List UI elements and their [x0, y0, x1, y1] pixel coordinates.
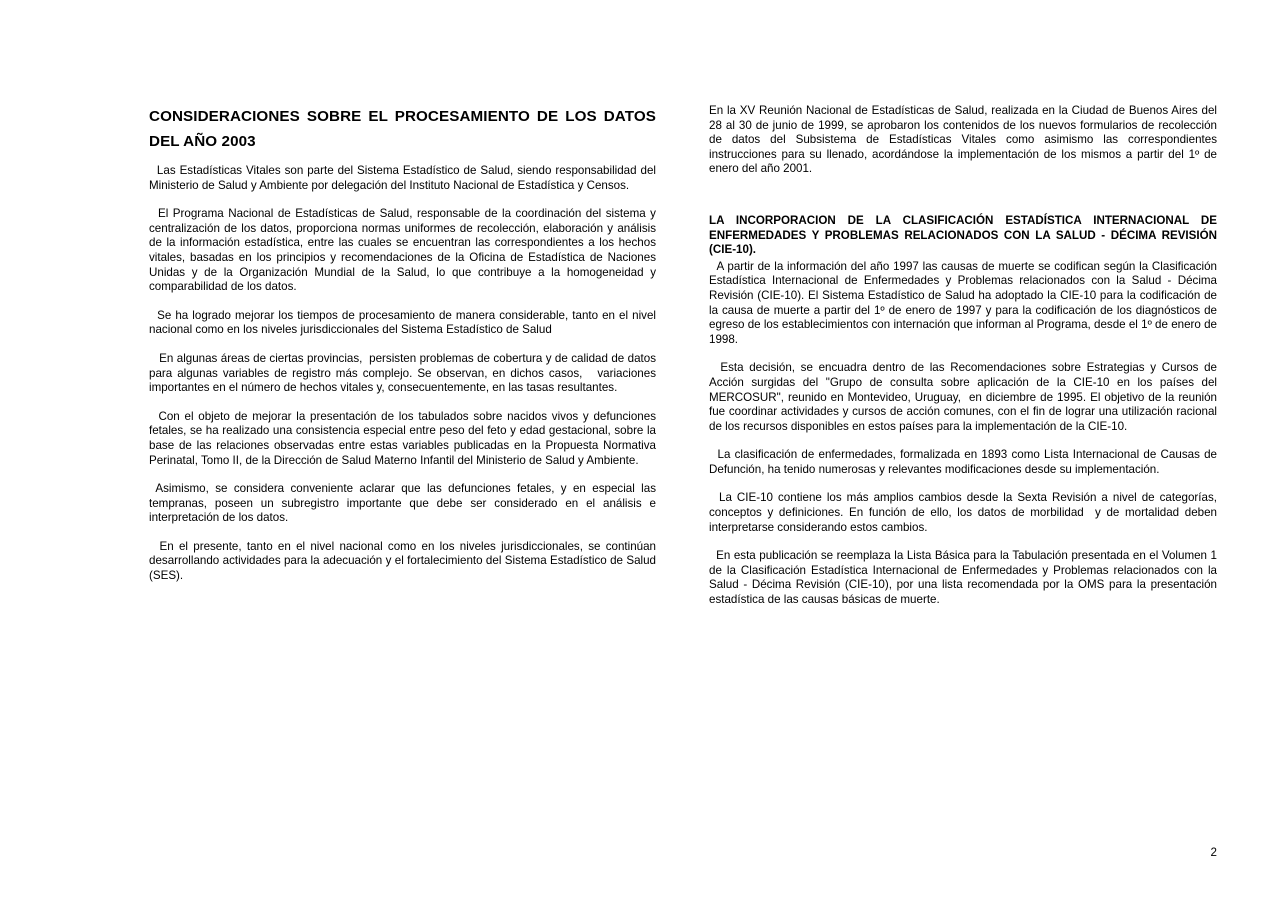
paragraph-lista-internacional-1893: La clasificación de enfermedades, formalizada en 1893 como Lista Internacional de Causas de Defunción, ha tenido numerosas y relevantes modificaciones desde su implementación. — [709, 448, 1221, 476]
paragraph-programa-nacional: El Programa Nacional de Estadísticas de Salud, responsable de la coordinación del sistema y centralización de los datos, proporciona normas uniformes de recolección, elaboración y análisis de la información estadística, entre las cuales se encuentran las correspondientes a los hechos vitales, basadas en los principios y recomendaciones de la Oficina de Estadística de Naciones Unidas y de la Organización Mundial de la Salud, lo que contribuye a la homogeneidad y comparabilidad de los datos. — [149, 207, 660, 294]
paragraph-nacidos-vivos: Con el objeto de mejorar la presentación de los tabulados sobre nacidos vivos y defunciones fetales, se ha realizado una consistencia especial entre peso del feto y edad gestacional, sobre la base de las relaciones observadas entre estas variables publicadas en la Propuesta Normativa Perinatal, Tomo II, de la Dirección de Salud Materno Infantil del Ministerio de Salud y Ambiente. — [149, 409, 660, 467]
left-column — [149, 104, 660, 584]
page-number: 2 — [1210, 846, 1217, 859]
paragraph-codificacion-1997: A partir de la información del año 1997 las causas de muerte se codifican según la Clasificación Estadística Internacional de Enfermedades y Problemas relacionados con la Salud - Décima Revisión (CIE-10). El Sistema Estadístico de Salud ha adoptado la CIE-10 para la codificación de la causa de muerte a partir del 1º de enero de 1997 y para la codificación de los diagnósticos de egreso de los establecimientos con internación que informan al Programa, desde el 1º de enero de 1998. — [709, 259, 1221, 346]
paragraph-mercosur: Esta decisión, se encuadra dentro de las Recomendaciones sobre Estrategias y Cursos de Acción surgidas del "Grupo de consulta sobre aplicación de la CIE-10 en los países del MERCOSUR", reunido en Montevideo, Uruguay, en diciembre de 1995. El objetivo de la reunión fue coordinar actividades y cursos de acción comunes, con el fin de lograr una utilización racional de los recursos disponibles en estos países para la implementación de la CIE-10. — [709, 361, 1221, 433]
paragraph-fortalecimiento-ses: En el presente, tanto en el nivel nacional como en los niveles jurisdiccionales, se continúan desarrollando actividades para la adecuación y el fortalecimiento del Sistema Estadístico de Salud (SES). — [149, 539, 660, 583]
paragraph-tiempos-procesamiento: Se ha logrado mejorar los tiempos de procesamiento de manera considerable, tanto en el nivel nacional como en los niveles jurisdiccionales del Sistema Estadístico de Salud — [149, 308, 660, 337]
paragraph-estadisticas-vitales: Las Estadísticas Vitales son parte del Sistema Estadístico de Salud, siendo responsabilidad del Ministerio de Salud y Ambiente por delegación del Instituto Nacional de Estadística y Censos. — [149, 164, 660, 192]
two-column-layout — [149, 104, 1221, 608]
section-heading-cie10: LA INCORPORACION DE LA CLASIFICACIÓN ESTADÍSTICA INTERNACIONAL DE ENFERMEDADES Y PROBLEMAS RELACIONADOS CON LA SALUD - DÉCIMA REVISIÓN (CIE-10). — [709, 213, 1217, 257]
paragraph-areas-provincias: En algunas áreas de ciertas provincias, persisten problemas de cobertura y de calidad de datos para algunas variables de registro más complejo. Se observan, en dichos casos, variaciones importantes en el número de hechos vitales y, consecuentemente, en las tasas resultantes. — [149, 351, 660, 395]
right-column — [709, 104, 1221, 608]
paragraph-xv-reunion: En la XV Reunión Nacional de Estadísticas de Salud, realizada en la Ciudad de Buenos Aires del 28 al 30 de junio de 1999, se aprobaron los contenidos de los nuevos formularios de recolección de datos del Subsistema de Estadísticas Vitales como asimismo las correspondientes instrucciones para su llenado, acordándose la implementación de los mismos a partir del 1º de enero del año 2001. — [709, 104, 1221, 176]
paragraph-defunciones-fetales: Asimismo, se considera conveniente aclarar que las defunciones fetales, y en especial las tempranas, poseen un subregistro importante que debe ser considerado en el análisis e interpretación de los datos. — [149, 482, 660, 525]
paragraph-lista-basica-oms: En esta publicación se reemplaza la Lista Básica para la Tabulación presentada en el Volumen 1 de la Clasificación Estadística Internacional de Enfermedades y Problemas relacionados con la Salud - Décima Revisión (CIE-10), por una lista recomendada por la OMS para la presentación estadística de las causas básicas de muerte. — [709, 549, 1221, 607]
paragraph-sexta-revision: La CIE-10 contiene los más amplios cambios desde la Sexta Revisión a nivel de categorías, conceptos y definiciones. En función de ello, los datos de morbilidad y de mortalidad deben interpretarse considerando estos cambios. — [709, 491, 1221, 534]
page-title: CONSIDERACIONES SOBRE EL PROCESAMIENTO DE LOS DATOS DEL AÑO 2003 — [149, 108, 656, 150]
